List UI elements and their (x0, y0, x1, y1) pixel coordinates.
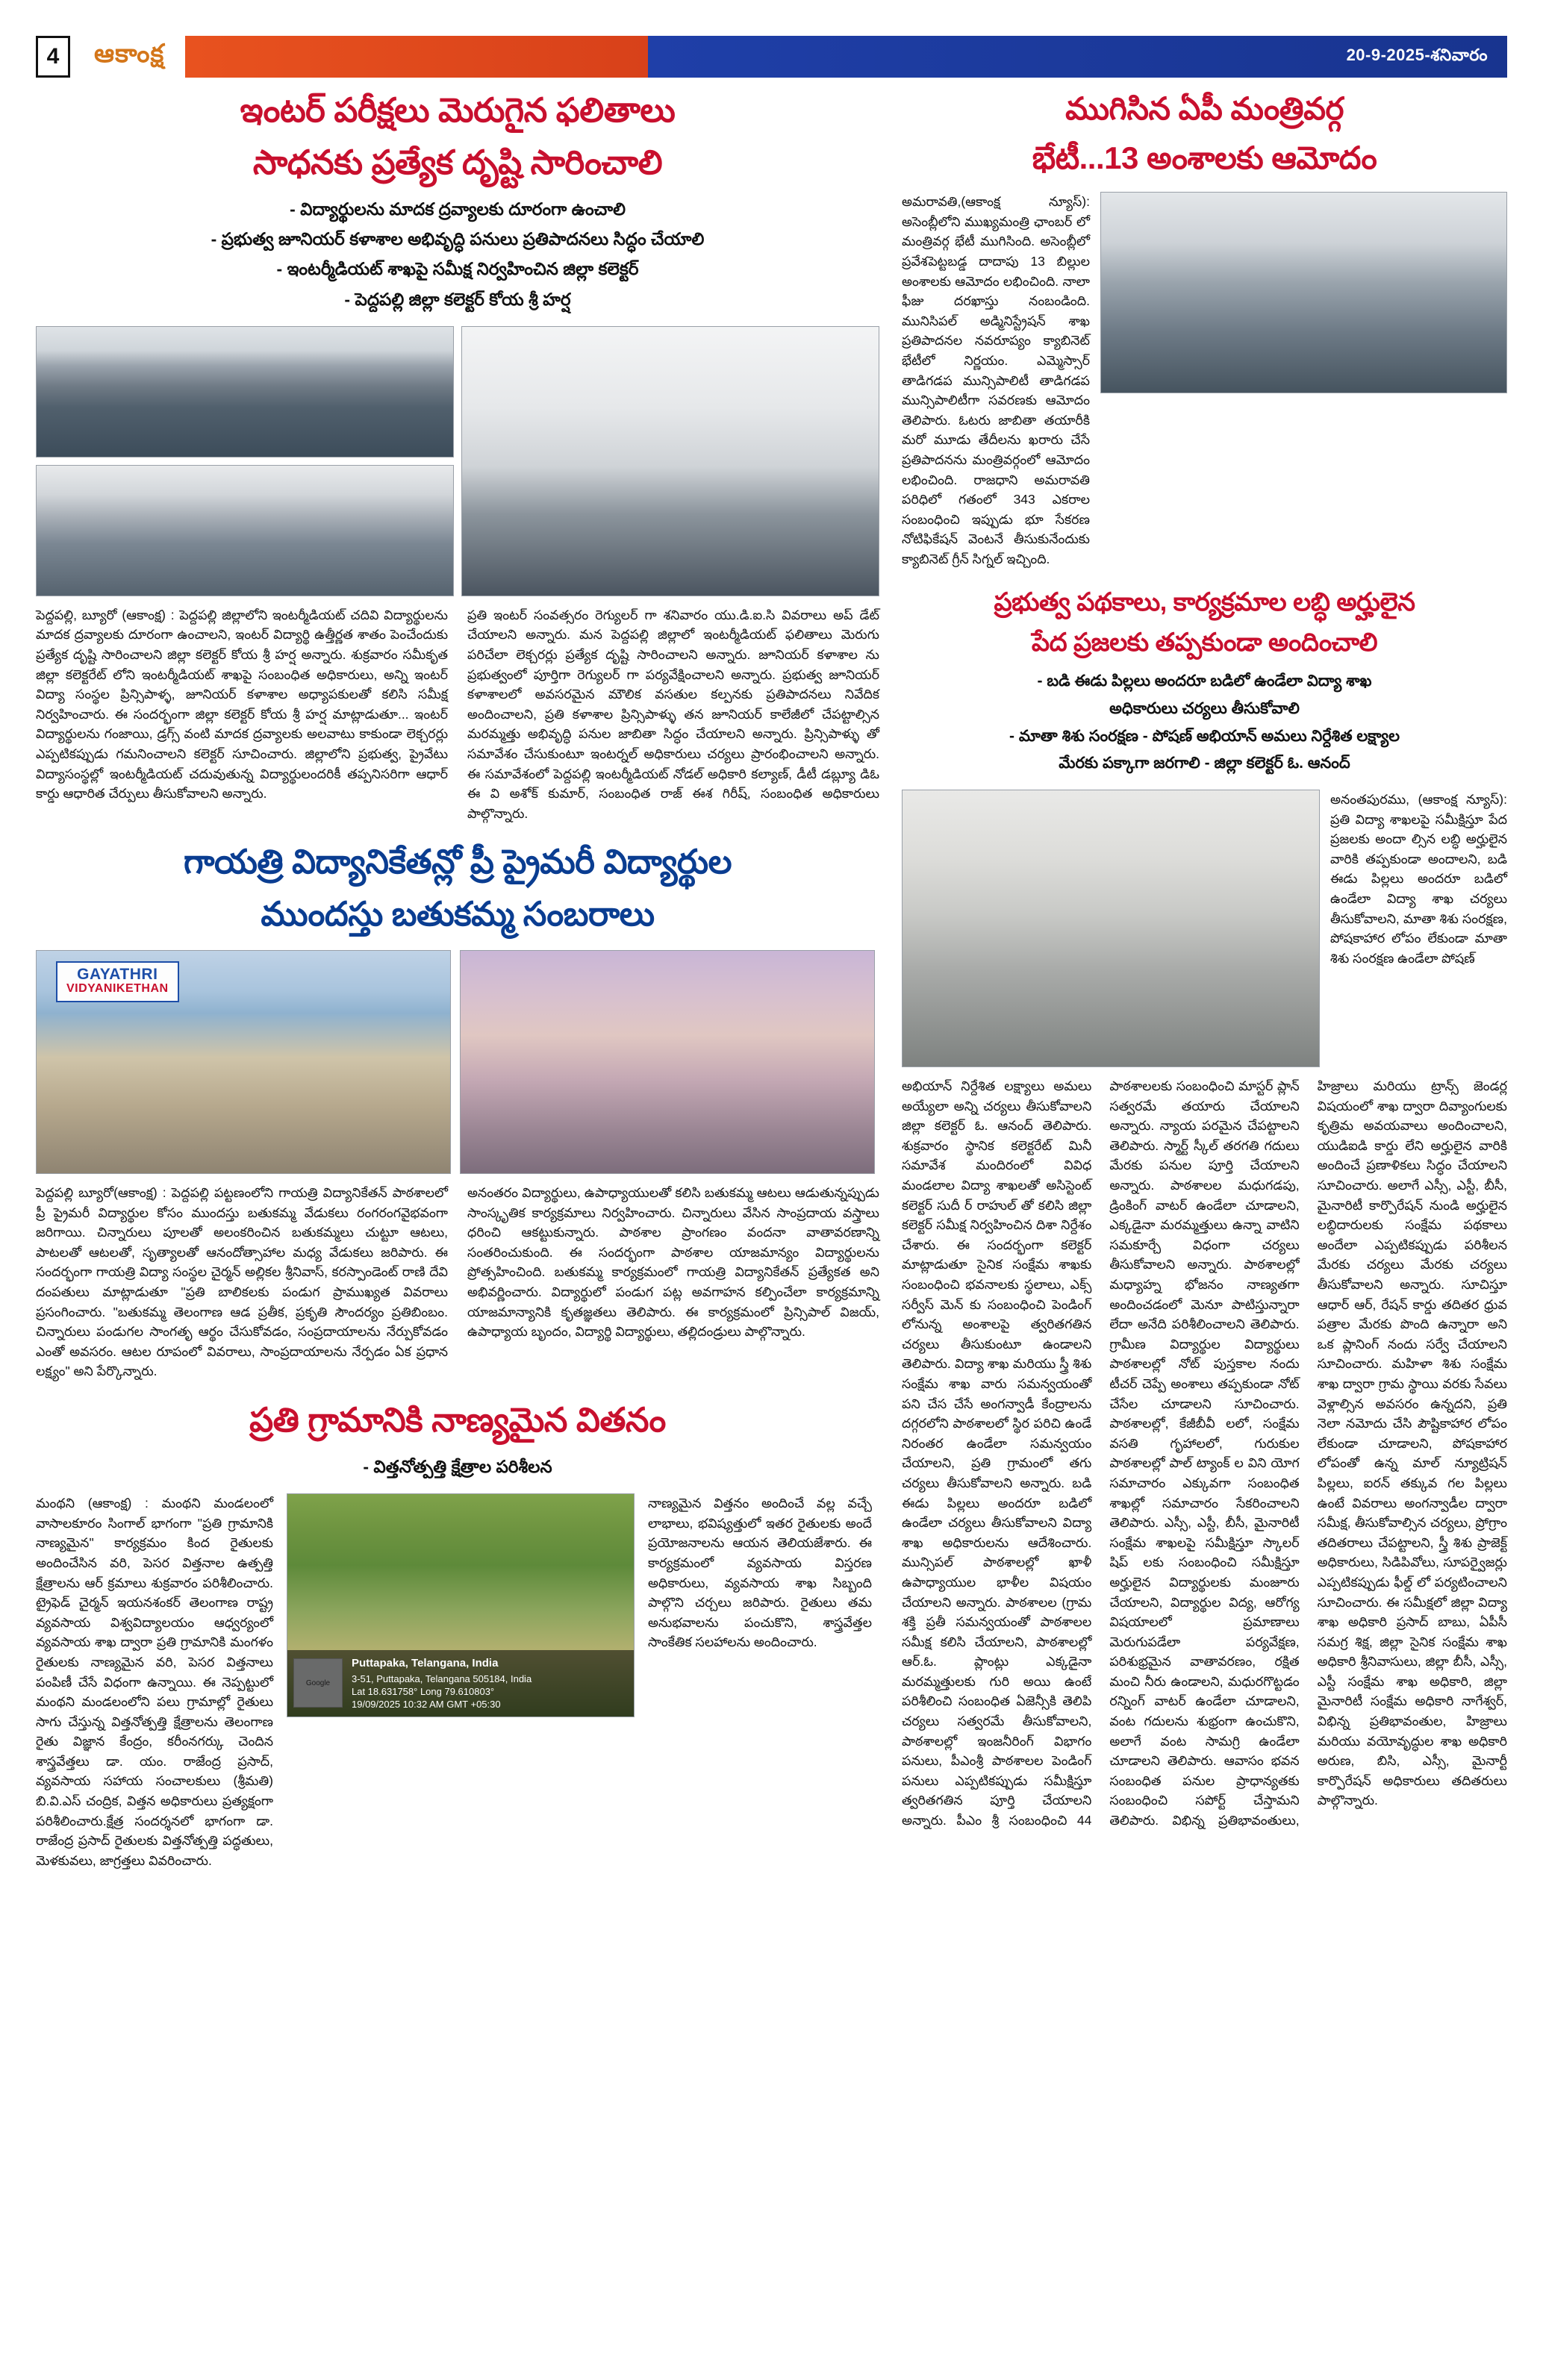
story-ap-cabinet (902, 87, 1507, 569)
story-gayatri-bathukamma (36, 838, 879, 1381)
right-story2-headline-line2: పేద ప్రజలకు తప్పకుండా అందించాలి (1031, 628, 1378, 657)
right-story1-headline-line1: ముగిసిన ఏపీ మంత్రివర్గ (1065, 91, 1344, 126)
story1-subhead-2: - ప్రభుత్వ జూనియర్ కళాశాల అభివృద్ధి పనులు ప్రతిపాదనలు సిద్ధం చేయాలి (211, 229, 705, 249)
right-story2-intro-text: అనంతపురము, (ఆకాంక్ష న్యూస్): ప్రతి విద్యా శాఖలపై సమీక్షిస్తూ పేద ప్రజలకు అందా ల్సిన లబ్ధి అర్హులైన వారికి తప్పకుండా అందాలని, బడి ఈడు పిల్లలు అందరూ బడిలో ఉండేలా విద్యా శాఖ చర్యలు తీసుకోవాలని, మాతా శిశు సంరక్షణ, పోషకాహార లోపం లేకుండా మాతా శిశు సంరక్షణ ఉండేలా పోషణ్ (1330, 792, 1507, 966)
right-story2-subhead-3: - మాతా శిశు సంరక్షణ - పోషణ్ అభియాన్ అమలు నిర్దేశిత లక్ష్యాల (1009, 727, 1400, 745)
ap-cabinet-meeting-photo (1100, 192, 1507, 393)
publication-logo: ఆకాంక్ష (81, 36, 178, 78)
story1-subhead-4: - పెద్దపల్లి జిల్లా కలెక్టర్ కోయ శ్రీ హర్ష (344, 289, 571, 309)
right-story2-main-text: అభియాన్ నిర్దేశిత లక్ష్యాలు అమలు అయ్యేలా అన్ని చర్యలు తీసుకోవాలని జిల్లా కలెక్టర్ ఓ. ఆనంద్ తెలిపారు. శుక్రవారం స్థానిక కలెక్టరేట్ మినీ సమావేశ మందిరంలో వివిధ మండలాల విద్యా శాఖలతో అసిస్టెంట్ కలెక్టర్ సుదీ ర్ రాహుల్ తో కలిసి జిల్లా కలెక్టర్ సమీక్ష నిర్వహించిన దిశా నిర్దేశం చేశారు. ఈ సందర్భంగా కలెక్టర్ మాట్లాడుతూ సైనిక సంక్షేమ శాఖకు సంబంధించి భవనాలకు స్థలాలు, ఎక్స్ సర్వీస్ మెన్ కు సంబంధించి పెండింగ్ లోనున్న అంశాలపై త్వరితగతిన చర్యలు తీసుకుంటూ ఉండాలని తెలిపారు. విద్యా శాఖ మరియు స్త్రీ శిశు సంక్షేమ శాఖ వారు సమన్వయంతో పని చేస చేసే అంగన్వాడీ కేంద్రాలను దగ్గరలోని పాఠశాలలో స్థిర పరిచి ఉండే నిరంతర ఉండేలా సమన్వయం చేయాలని, ప్రతి గ్రామంలో తగు చర్యలు తీసుకోవాలని అన్నారు. బడి ఈడు పిల్లలు అందరూ బడిలో ఉండేలా చర్యలు తీసుకోవాలని విద్యా శాఖ అధికారులను ఆదేశించారు. మున్సిపల్ పాఠశాలల్లో ఖాళీ ఉపాధ్యాయుల భాళీల విషయం చేయాలని అన్నారు. పాఠశాలల (గ్రామ శక్తి ప్రతీ సమన్వయంతో పాఠశాలల సమీక్ష కలిసి చేయాలని, పాఠశాలల్లో ఆర్.ఓ. ప్లాంట్లు ఎక్కడైనా మరమ్మత్తులకు గురి అయి ఉంటే పరిశీలించి సంబంధిత ఏజెన్సీకి తెలిపి చర్యలు సత్వరమే తీసుకోవాలని, పాఠశాలల్లో ఇంజనీరింగ్ విభాగం పనులు, పీఎంశ్రీ పాఠశాలల పెండింగ్ పనులు ఎప్పటికప్పుడు సమీక్షిస్తూ త్వరితగతిన పూర్తి చేయాలని అన్నారు. పీఎం శ్రీ సంబంధించి 44 పాఠశాలలకు సంబంధించి మాస్టర్ ప్లాన్ సత్వరమే తయారు చేయాలని అన్నారు. న్యాయ పరమైన చేపట్టాలని తెలిపారు. స్మార్ట్ స్కీల్ తరగతి గదులు మేరకు పనుల పూర్తి చేయాలని అన్నారు. పాఠశాలల మధుగడపు, డ్రింకింగ్ వాటర్ ఉండేలా చూడాలని, ఎక్కడైనా మరమ్మత్తులు ఉన్నా వాటిని సమకూర్చే విధంగా చర్యలు తీసుకోవాలని అన్నారు. పాఠశాలల్లో మధ్యాహ్న భోజనం నాణ్యతగా అందించడంలో మెనూ పాటిస్తున్నారా లేదా అనేది పరిశీలించాలని తెలిపారు. గ్రామీణ విద్యార్థుల విద్యార్థులు పాఠశాలల్లో నోట్ పుస్తకాల నందు టీచర్ చెప్పే అంశాలు తప్పకుండా నోట్ చేసేల చూడాలని సూచించారు. పాఠశాలల్లో, కేజీబీవీ లలో, సంక్షేమ వసతి గృహాలలో, గురుకుల పాఠశాలల్లో పాల్ ట్యాంక్ ల విని యోగ సమాచారం ఎక్కువగా సంబంధిత శాఖల్లో సమాచారం సేకరించాలని తెలిపారు. ఎస్సీ, ఎస్టీ, బీసీ, మైనారిటీ సంక్షేమ శాఖలపై సమీక్షిస్తూ స్కాలర్ షిప్ లకు సంబంధించి సమీక్షిస్తూ అర్హులైన విద్యార్థులకు మంజూరు చేయాలని, విద్యార్థుల విద్య, ఆరోగ్య విషయాలలో ప్రమాణాలు మెరుగుపడేలా పర్యవేక్షణ, పరిశుభ్రమైన వాతావరణం, రక్షిత మంచి నీరు ఉండాలని, మధురగొట్టడం రన్నింగ్ వాటర్ ఉండేలా చూడాలని, వంట గదులను శుభ్రంగా ఉంచుకొని, అలాగే వంట సామగ్రి ఉండేలా చూడాలని తెలిపారు. ఆవాసం భవన సంబంధిత పనుల ప్రాధాన్యతకు సంబంధించి సపోర్ట్ చేస్తామని తెలిపారు. విభిన్న ప్రతిభావంతులు, హిజ్రాలు మరియు ట్రాన్స్ జెండర్ల విషయంలో శాఖ ద్వారా దివ్యాంగులకు కృత్రిమ అవయవాలు అందించాలని, యుడిఐడి కార్డు లేని అర్హులైన వారికి అందించే ప్రణాళికలు సిద్ధం చేయాలని సూచించారు. అలాగే ఎస్సీ, ఎస్టీ, బీసీ, మైనారిటీ కార్పొరేషన్ నుండి అర్హులైన లబ్ధిదారులకు సంక్షేమ పథకాలు అందేలా ఎప్పటికప్పుడు పరిశీలన మేరకు చర్యలు మేరకు చర్యలు తీసుకోవాలని అన్నారు. సూచిస్తూ ఆధార్ ఆర్, రేషన్ కార్డు తదితర ధ్రువ పత్రాల మేరకు పొంది ఉన్నారా అని ఒక ప్లానింగ్ నందు సర్వే చేయాలని సూచించారు. మహిళా శిశు సంక్షేమ శాఖ ద్వారా గ్రామ స్థాయి వరకు సేవలు వెళ్లాల్సిన అవసరం ఉన్నదని, ప్రతి నెలా నమోదు చేసి పౌష్టికాహార లోపం లేకుండా చూడాలని, పోషకాహార లోపంతో ఉన్న మాల్ న్యూట్రిషన్ పిల్లలు, ఐరన్ తక్కువ గల పిల్లలు ఉంటే వివరాలు అంగన్వాడీల ద్వారా సమీక్ష, తీసుకోవాల్సిన చర్యలు, ప్రోగ్రాం తదితరాలు చేపట్టాలని, స్త్రీ శిశు ప్రాజెక్ట్ అధికారులు, సిడిపివోలు, సూపర్వైజర్లు ఎప్పటికప్పుడు ఫీల్డ్ లో పర్యటించాలని సూచించారు. ఈ సమీక్షలో జిల్లా విద్యా శాఖ అధికారి ప్రసాద్ బాబు, ఏపీసీ సమగ్ర శిక్ష, జిల్లా సైనిక సంక్షేమ శాఖ అధికారి శ్రీనివాసులు, జిల్లా బీసీ, ఎస్సీ, ఎస్టీ సంక్షేమ శాఖ అధికారి, జిల్లా మైనారిటీ సంక్షేమ అధికారి నాగేశ్వర్, విభిన్న ప్రతిభావంతుల, హిజ్రాలు మరియు వయోవృద్ధుల శాఖ అధికారి అరుణ, బిసి, ఎస్సీ, మైనార్టీ కార్పొరేషన్ అధికారులు తదితరులు పాల్గొన్నారు. (902, 1078, 1507, 1828)
school-sign-line1: GAYATHRI (77, 966, 158, 984)
right-story2-subhead-4: మేరకు పక్కాగా జరగాలి - జిల్లా కలెక్టర్ ఓ. ఆనంద్ (1059, 755, 1350, 772)
right-story2-headline-line1: ప్రభుత్వ పథకాలు, కార్యక్రమాల లబ్ధి అర్హులైన (994, 587, 1415, 616)
story1-subhead-3: - ఇంటర్మీడియట్ శాఖపై సమీక్ష నిర్వహించిన జిల్లా కలెక్టర్ (276, 259, 639, 279)
right-column (902, 87, 1507, 1831)
collector-review-meeting-photo (36, 326, 454, 457)
story1-body-col1: పెద్దపల్లి, బ్యూరో (ఆకాంక్ష) : పెద్దపల్లి జిల్లాలోని ఇంటర్మీడియట్ చదివి విద్యార్థులను మాదక ద్రవ్యాలకు దూరంగా ఉంచాలని, ఇంటర్ విద్యార్థి ఉత్తీర్ణత శాతం పెంచేందుకు ప్రత్యేక దృష్టి సారించాలని జిల్లా కలెక్టర్ కోయ శ్రీ హర్ష అన్నారు. శుక్రవారం సమీకృత జిల్లా కలెక్టరేట్ లోని ఇంటర్మీడియట్ శాఖపై సంబంధిత అధికారులు, అన్ని ఇంటర్ విద్యా సంస్థల ప్రిన్సిపాళ్ళ, జూనియర్ కళాశాల అధ్యాపకులతో కలిసి సమీక్ష నిర్వహించారు. ఈ సందర్భంగా జిల్లా కలెక్టర్ కోయ శ్రీ హర్ష మాట్లాడుతూ... ఇంటర్ విద్యార్థులను గంజాయి, డ్రగ్స్ వంటి మాదక ద్రవ్యాలకు అలవాటు కాకుండా లెక్చరర్లు ఎప్పటికప్పుడు గమనించాలని కలెక్టర్ సూచించారు. జిల్లాలోని ప్రభుత్వ, ప్రైవేటు విద్యాసంస్థల్లో ఇంటర్మీడియట్ చదువుతున్న విద్యార్థులందరికీ తప్పనిసరిగా ఆధార్ కార్డు ఆధారిత చేర్పులు తీసుకోవాలని అన్నారు. (36, 607, 448, 802)
story-quality-seed (36, 1396, 879, 1870)
publication-date: 20-9-2025-శనివారం (1346, 45, 1488, 64)
seed-field-inspection-photo (287, 1493, 635, 1717)
gayatri-school-group-photo (36, 950, 451, 1174)
story3-body-col1: మంథని (ఆకాంక్ష) : మంథని మండలంలో వాసాలకూరం సింగాల్ భాగంగా "ప్రతి గ్రామానికి నాణ్యమైన" కార్యక్రమం కింద రైతులకు అందించేసిన వరి, పెసర విత్తనాల ఉత్పత్తి క్షేత్రాలను ఆర్ క్రమాలు శుక్రవారం పరిశీలించారు. ట్రైఫెడ్ చైర్మన్ ఇయనశంకర్ తెలంగాణ రాష్ట్ర వ్యవసాయ విశ్వవిద్యాలయం ఆధ్వర్యంలో వ్యవసాయ శాఖ ద్వారా ప్రతి గ్రామానికి మంగళం రైతులకు నాణ్యమైన వరి, పెసర విత్తనాలు పంపిణీ చేసే విధంగా ఉన్నాయి. ఈ నెప్పట్టులో మంథని మండలంలోని పలు గ్రామాల్లో రైతులు సాగు చేస్తున్న విత్తనోత్పత్తి క్షేత్రాలను తెలంగాణ రైతు విజ్ఞాన కేంద్రం, కరీంనగర్కు చెందిన శాస్త్రవేత్తలు డా. యం. రాజేంద్ర ప్రసాద్, వ్యవసాయ సహాయ సంచాలకులు (శ్రీమతి) బి.వి.ఎస్ చంద్రిక, విత్తన అధికారులు ప్రత్యక్షంగా పరిశీలించారు.క్షేత్ర సందర్శనలో భాగంగా డా. రాజేంద్ర ప్రసాద్ రైతులకు విత్తనోత్పత్తి పద్ధతులు, మెళకువలు, జాగ్రత్తలు వివరించారు. (36, 1496, 273, 1868)
gps-address: 3-51, Puttapaka, Telangana 505184, India (352, 1672, 532, 1684)
right-story1-headline-line2: భేటీ...13 అంశాలకు ఆమోదం (1032, 140, 1377, 175)
story-welfare-schemes (902, 584, 1507, 1831)
masthead (36, 36, 1507, 78)
right-story2-subheads (902, 668, 1507, 778)
story2-headline-line2: ముందస్తు బతుకమ్మ సంబరాలు (261, 895, 655, 934)
officials-audience-photo (36, 465, 454, 596)
gps-coordinates: Lat 18.631758° Long 79.610803° (352, 1685, 495, 1697)
story1-subheads (36, 194, 879, 314)
page-number: 4 (36, 36, 70, 78)
story2-body-col1: పెద్దపల్లి బ్యూరో(ఆకాంక్ష) : పెద్దపల్లి పట్టణంలోని గాయత్రి విద్యానికేతన్ పాఠశాలలో ప్రీ ప్రైమరీ విద్యార్థుల కోసం ముందస్తు బతుకమ్మ వేడుకలు రంగరంగవైభవంగా జరిగాయి. చిన్నారులు పూలతో అలంకరించిన బతుకమ్మలు చుట్టూ ఆటలు, పాటలతో ఆటలతో, సృత్యాలతో ఆనందోత్సాహాల మధ్య వేడుకలు జరిపారు. ఈ సందర్భంగా గాయత్రి విద్యా సంస్థల చైర్మన్ అల్లికల శ్రీనివాస్, కరస్పాండెంట్ రాణి దేవి దంపతులు మాట్లాడుతూ "ప్రతి బాలికలకు పండుగ ప్రాముఖ్యత వివరాలు ప్రసంగించారు. "బతుకమ్మ తెలంగాణ ఆడ ప్రతీక, ప్రకృతి సౌందర్యం ప్రతిబింబం. చిన్నారులు పండుగల సాంగతృ ఆర్థం చేసుకోవడం, సంప్రదాయాలను నేర్పుకోవడం ఎంతో అవసరం. ఆటల రూపంలో వివరాలు, సాంప్రదాయాలను నేర్పడం ఏక ప్రధాన లక్ష్యం" అని పేర్కొన్నారు. (36, 1185, 448, 1379)
story2-headline-line1: గాయత్రి విద్యానికేతన్లో ప్రీ ప్రైమరీ విద్యార్థుల (184, 843, 732, 881)
gps-camera-overlay (287, 1650, 634, 1717)
page-content (36, 87, 1507, 2340)
projector-presentation-photo (461, 326, 879, 596)
masthead-color-bar (185, 36, 1507, 78)
story1-body-col2: ప్రతి ఇంటర్ సంవత్సరం రెగ్యులర్ గా శనివారం యు.డి.ఐ.సి వివరాలు అప్ డేట్ చేయాలని అన్నారు. మన పెద్దపల్లి జిల్లాలో ఇంటర్మీడియట్ ఫలితాలు మెరుగు పరిచేలా లెక్చరర్లు ప్రత్యేక దృష్టి సారించాలని అన్నారు. జూనియర్ కళాశాల ను ప్రభుత్వంలో పూర్తిగా రెగ్యులర్ గా పర్యవేక్షించాలని అన్నారు. ప్రభుత్వ జూనియర్ కళాశాలలో అవసరమైన మౌలిక వసతుల కల్పనకు ప్రతిపాదనలు నివేదిక అందించాలని, ప్రతి కళాశాల ప్రిన్సిపాళ్ళు తన జూనియర్ కాలేజీలో చేపట్టాల్సిన మరమ్మత్తు అభివృద్ధి పనుల జాబితా సిద్ధం చేయాలని అన్నారు. ప్రిన్సిపాళ్ళు తో సమావేశం చేసుకుంటూ ఇంటర్నల్ అధికారులు చర్యలు ప్రారంభించాలని అన్నారు. ఈ సమావేశంలో పెద్దపల్లి ఇంటర్మీడియట్ నోడల్ అధికారి కల్యాణ్, డీటీ డబ్ల్యూ డిఓ ఈ వి అశోక్ కుమార్, సంబంధిత రాజ్ ఈశ గిరీష్, సంబంధిత అధికారులు పాల్గొన్నారు. (467, 607, 879, 821)
gps-timestamp: 19/09/2025 10:32 AM GMT +05:30 (352, 1699, 501, 1711)
left-column (36, 87, 879, 1870)
district-collector-speaking-photo (902, 790, 1320, 1067)
story1-headline-line2: సాధనకు ప్రత్యేక దృష్టి సారించాలి (252, 143, 663, 181)
right-story2-subhead-1: - బడి ఈడు పిల్లలు అందరూ బడిలో ఉండేలా విద్యా శాఖ (1037, 672, 1372, 690)
story3-headline: ప్రతి గ్రామానికి నాణ్యమైన వితనం (249, 1401, 666, 1440)
story-inter-exams (36, 87, 879, 823)
gps-location-title: Puttapaka, Telangana, India (352, 1656, 499, 1670)
right-story2-subhead-2: అధికారులు చర్యలు తీసుకోవాలి (1109, 699, 1300, 717)
school-signboard (56, 961, 179, 1002)
school-sign-line2: VIDYANIKETHAN (66, 982, 169, 996)
story2-body-col2: అనంతరం విద్యార్థులు, ఉపాధ్యాయులతో కలిసి బతుకమ్మ ఆటలు ఆడుతున్నప్పుడు సాంస్కృతిక కార్యక్రమాలు నిర్వహించారు. చిన్నారులు వేసిన సాంప్రదాయ వస్త్రాలు ధరించి ఆకట్టుకున్నారు. పాఠశాల ప్రాంగణం వందనా వాతావరణాన్ని సంతరించుకుంది. ఈ సందర్భంగా పాఠశాల యాజమాన్యం విద్యార్థులను ప్రోత్సహించింది. బతుకమ్మ కార్యక్రమంలో గాయత్రి విద్యానికేతన్ ప్రత్యేకత అని అభివర్ణించారు. విద్యార్థులో పండుగ పట్ల అవగాహన కల్పించేలా కార్యక్రమాన్ని యాజమాన్యానికి కృతజ్ఞతలు తెలిపారు. ఈ కార్యక్రమంలో ప్రిన్సిపాల్ విజయ్, ఉపాధ్యాయ బృందం, విద్యార్థి విద్యార్థులు, తల్లిదండ్రులు పాల్గొన్నారు. (467, 1185, 879, 1340)
bathukamma-celebration-photo (460, 950, 875, 1174)
story1-subhead-1: - విద్యార్థులను మాదక ద్రవ్యాలకు దూరంగా ఉంచాలి (290, 199, 626, 219)
story1-headline-line1: ఇంటర్ పరీక్షలు మెరుగైన ఫలితాలు (240, 91, 676, 129)
story3-subhead: - విత్తనోత్పత్తి క్షేత్రాల పరిశీలన (363, 1456, 552, 1476)
right-story1-body: అమరావతి,(ఆకాంక్ష న్యూస్): అసెంబ్లీలోని ముఖ్యమంత్రి ఛాంబర్ లో మంత్రివర్గ భేటీ ముగిసింది. అసెంబ్లీలో ప్రవేశపెట్టబడ్డ దాదాపు 13 బిల్లుల అంశాలకు ఆమోదం లభించింది. నాలా ఫీజు దరఖాస్తు నంబండింది. మునిసిపల్ అడ్మినిస్ట్రేషన్ శాఖ ప్రతిపాదనల నవరూప్యం క్యాబినెట్ భేటీలో నిర్ణయం. ఎమ్మెస్సార్ తాడిగడప మున్సిపాలిటీ తాడిగడప మున్సిపాలిటీగా సవరణకు ఆమోదం తెలిపారు. ఓటరు జాబితా తయారీకి మరో మూడు తేదీలను ఖరారు చేసే ప్రతిపాదనను మంత్రివర్గంలో ఆమోదం లభించింది. రాజధాని అమరావతి పరిధిలో గతంలో 343 ఎకరాల సంబంధించి ఇప్పుడు భూ సేకరణ నోటిఫికేషన్ వెంటనే తీసుకునేందుకు క్యాబినెట్ గ్రీన్ సిగ్నల్ ఇచ్చింది. (902, 194, 1090, 566)
story3-body-col2: నాణ్యమైన విత్తనం అందించే వల్ల వచ్చే లాభాలు, భవిష్యత్తులో ఇతర రైతులకు అందే ప్రయోజనాలను ఆయన తెలియజేశారు. ఈ కార్యక్రమంలో వ్యవసాయ విస్తరణ అధికారులు, వ్యవసాయ శాఖ సిబ్బంది పాల్గొని చర్చలు జరిపారు. రైతులు తమ అనుభవాలను పంచుకొని, శాస్త్రవేత్తల సాంకేతిక సలహాలను అందించారు. (648, 1496, 872, 1650)
